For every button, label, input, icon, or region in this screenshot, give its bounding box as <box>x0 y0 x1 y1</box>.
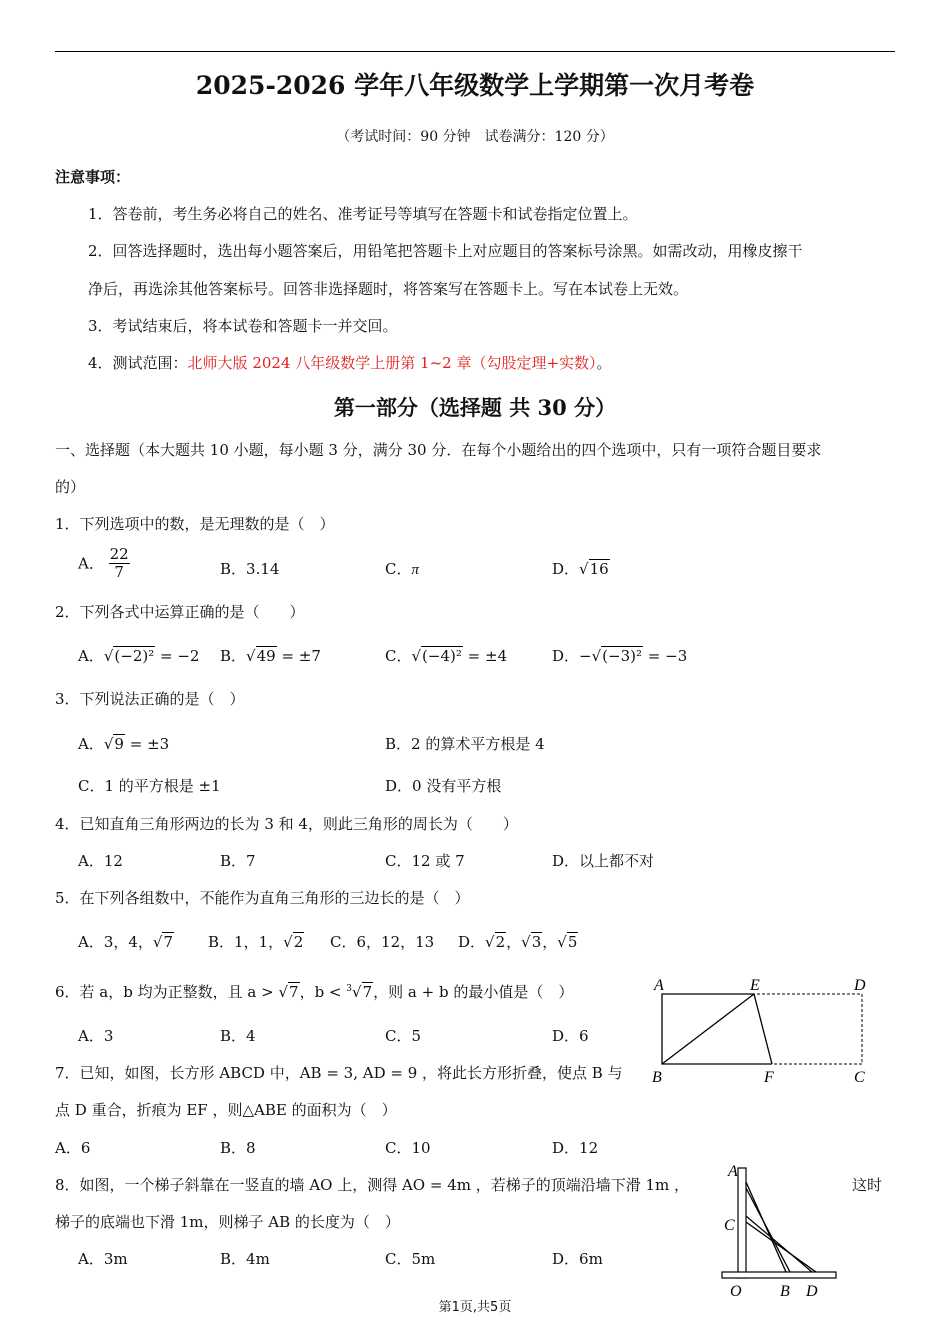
radicand: 7 <box>362 983 373 1001</box>
q6-option-b: B．4 <box>220 1027 256 1045</box>
question-7-line1: 7．已知，如图，长方形 ABCD 中，AB = 3, AD = 9 ，将此长方形折叠，使点 B 与 <box>55 1064 623 1082</box>
q1-option-d: D．√16 <box>552 560 609 578</box>
ground <box>722 1272 836 1278</box>
top-rule <box>55 51 895 52</box>
q3-option-d: D．0 没有平方根 <box>385 777 502 795</box>
label-A: A <box>654 977 664 994</box>
question-4-stem: 4．已知直角三角形两边的长为 3 和 4，则此三角形的周长为（ ） <box>55 815 518 833</box>
option-label: A． <box>78 647 104 665</box>
q7-option-c: C．10 <box>385 1139 431 1157</box>
radicand: (−2)² <box>114 647 155 665</box>
notice-scope <box>88 352 612 373</box>
q2-option-c: C．√(−4)² = ±4 <box>385 647 508 665</box>
label-F: F <box>764 1069 774 1086</box>
separator: ， <box>506 933 522 951</box>
label-O: O <box>730 1283 742 1300</box>
q5-option-b: B．1，1，√2 <box>208 933 304 951</box>
q3-option-a: A．√9 = ±3 <box>78 735 170 753</box>
q4-option-c: C．12 或 7 <box>385 852 465 870</box>
fraction <box>109 546 130 580</box>
q4-option-a: A．12 <box>78 852 123 870</box>
label-D: D <box>854 977 866 994</box>
q5-option-c: C．6，12，13 <box>330 933 435 951</box>
q6-option-a: A．3 <box>78 1027 114 1045</box>
rectangle-fold-figure <box>648 972 880 1090</box>
q7-option-a: A．6 <box>55 1139 91 1157</box>
question-8-line1: 8．如图，一个梯子斜靠在一竖直的墙 AO 上，测得 AO = 4m ，若梯子的顶端沿墙下滑 1m ， <box>55 1176 690 1194</box>
exam-info: （考试时间：90 分钟 试卷满分：120 分） <box>336 129 614 145</box>
q1-option-c <box>385 558 419 579</box>
option-label: D． <box>458 933 486 951</box>
label-C: C <box>854 1069 865 1086</box>
root-index: 3 <box>346 984 353 994</box>
option-text: A．3，4， <box>78 933 153 951</box>
option-label: B． <box>220 647 247 665</box>
q3-option-c: C．1 的平方根是 ±1 <box>78 777 221 795</box>
q8-option-a: A．3m <box>78 1250 128 1268</box>
folded-part <box>662 994 772 1064</box>
scope-prefix: 4．测试范围： <box>88 354 188 372</box>
stem-part: ，则 a + b 的最小值是（ ） <box>373 983 574 1001</box>
q7-option-b: B．8 <box>220 1139 256 1157</box>
option-label: C． <box>385 560 412 578</box>
radicand: 7 <box>289 983 299 1001</box>
dashed-rectangle <box>662 994 862 1064</box>
option-label: D． <box>552 560 580 578</box>
notice-item: 2．回答选择题时，选出每小题答案后，用铅笔把答题卡上对应题目的答案标号涂黑。如需改动，用橡皮擦干 <box>88 242 803 260</box>
page-title: 2025-2026 学年八年级数学上学期第一次月考卷 <box>195 71 755 100</box>
label-B: B <box>780 1283 790 1300</box>
option-rest: = ±4 <box>467 647 508 665</box>
option-value: π <box>411 562 419 578</box>
option-text: B．1，1， <box>208 933 284 951</box>
question-3-stem: 3．下列说法正确的是（ ） <box>55 690 245 708</box>
scope-range: 北师大版 2024 八年级数学上册第 1~2 章（勾股定理+实数） <box>187 354 597 372</box>
label-D: D <box>806 1283 818 1300</box>
label-B: B <box>652 1069 662 1086</box>
option-rest: = ±7 <box>281 647 321 665</box>
q8-option-c: C．5m <box>385 1250 436 1268</box>
q4-option-d: D．以上都不对 <box>552 852 655 870</box>
denominator: 7 <box>114 562 124 581</box>
q6-option-c: C．5 <box>385 1027 422 1045</box>
q7-option-d: D．12 <box>552 1139 599 1157</box>
ladder-figure <box>716 1160 846 1300</box>
question-2-stem: 2．下列各式中运算正确的是（ ） <box>55 603 305 621</box>
ladder-slid-b <box>746 1222 816 1272</box>
option-label: D． <box>552 647 580 665</box>
wall <box>738 1168 746 1278</box>
radicand: 2 <box>293 933 304 951</box>
q8-option-b: B．4m <box>220 1250 270 1268</box>
option-label: C． <box>385 647 412 665</box>
separator: ， <box>542 933 558 951</box>
option-label: A． <box>78 554 104 573</box>
section-intro-cont: 的） <box>55 478 86 496</box>
scope-suffix: 。 <box>596 354 612 372</box>
radicand: 3 <box>531 933 542 951</box>
numerator: 22 <box>109 545 129 563</box>
radicand: 2 <box>495 933 506 951</box>
ladder-slid-a <box>746 1216 812 1272</box>
q1-option-a <box>78 546 130 580</box>
label-A: A <box>728 1163 738 1180</box>
q5-option-d: D．√2，√3，√5 <box>458 933 578 951</box>
segment-BE <box>662 994 754 1064</box>
question-5-stem: 5．在下列各组数中，不能作为直角三角形的三边长的是（ ） <box>55 889 470 907</box>
radicand: 16 <box>589 560 609 578</box>
radicand: 9 <box>114 735 124 753</box>
q5-option-a: A．3，4，√7 <box>78 933 174 951</box>
q2-option-b: B．√49 = ±7 <box>220 647 321 665</box>
option-rest: = ±3 <box>129 735 170 753</box>
label-C: C <box>724 1217 735 1234</box>
question-1-stem: 1．下列选项中的数，是无理数的是（ ） <box>55 515 335 533</box>
question-6-stem: 6．若 a，b 均为正整数，且 a > √7，b < $^3$√7，则 a + b 的最小值是（ ） <box>55 983 574 1001</box>
section-title: 第一部分（选择题 共 30 分） <box>333 395 617 420</box>
notice-item: 净后，再选涂其他答案标号。回答非选择题时，将答案写在答题卡上。写在本试卷上无效。 <box>88 280 689 298</box>
option-label: A． <box>78 735 104 753</box>
notice-item: 3．考试结束后，将本试卷和答题卡一并交回。 <box>88 317 398 335</box>
label-E: E <box>750 977 760 994</box>
q1-option-b: B．3.14 <box>220 560 280 578</box>
q6-option-d: D．6 <box>552 1027 589 1045</box>
radicand: 7 <box>163 933 174 951</box>
section-intro: 一、选择题（本大题共 10 小题，每小题 3 分，满分 30 分．在每个小题给出的四个选项中，只有一项符合题目要求 <box>55 441 822 459</box>
q3-option-b: B．2 的算术平方根是 4 <box>385 735 545 753</box>
radicand: 5 <box>567 933 578 951</box>
radicand: (−4)² <box>422 647 462 665</box>
radicand: 49 <box>256 647 276 665</box>
option-rest: = −2 <box>160 647 200 665</box>
page-footer: 第1页,共5页 <box>438 1300 512 1315</box>
notice-heading: 注意事项： <box>55 168 131 186</box>
q2-option-d: D．−√(−3)² = −3 <box>552 647 688 665</box>
minus-sign: − <box>579 647 592 665</box>
stem-part: 6．若 a，b 均为正整数，且 a > <box>55 983 274 1001</box>
question-8-line1-tail: 这时 <box>852 1176 883 1194</box>
option-rest: = −3 <box>647 647 688 665</box>
notice-item: 1．答卷前，考生务必将自己的姓名、准考证号等填写在答题卡和试卷指定位置上。 <box>88 205 638 223</box>
ladder-initial-b <box>746 1188 790 1272</box>
question-7-line2: 点 D 重合，折痕为 EF ，则△ABE 的面积为（ ） <box>55 1101 397 1119</box>
segment-EF <box>754 994 772 1064</box>
q2-option-a: A．√(−2)² = −2 <box>78 647 200 665</box>
question-8-line2: 梯子的底端也下滑 1m，则梯子 AB 的长度为（ ） <box>55 1213 400 1231</box>
q4-option-b: B．7 <box>220 852 256 870</box>
q8-option-d: D．6m <box>552 1250 603 1268</box>
radicand: (−3)² <box>602 647 643 665</box>
stem-part: ，b < <box>299 983 342 1001</box>
